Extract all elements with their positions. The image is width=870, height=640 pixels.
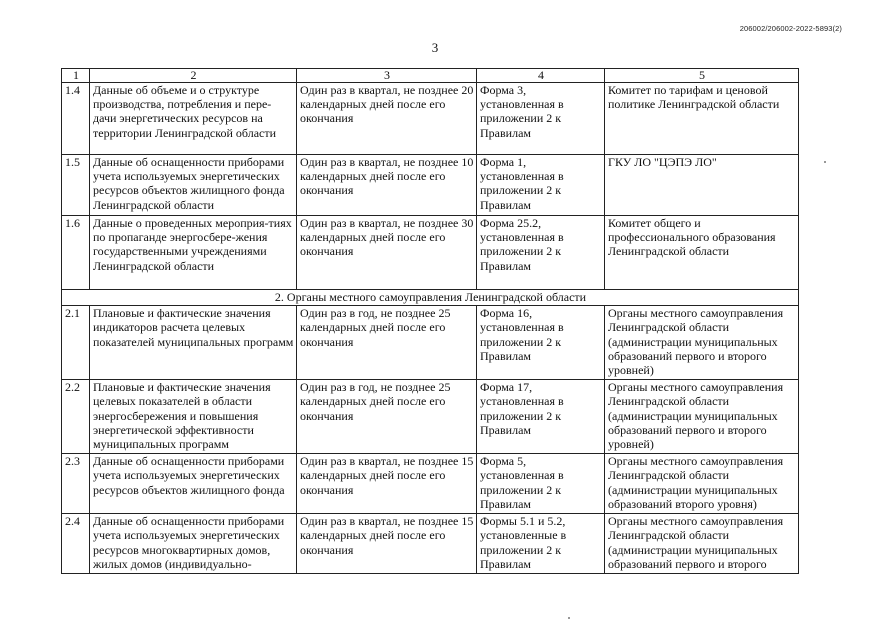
section-header-row [62,290,799,306]
row-period: Один раз в квартал, не позднее 20 календарных дней после его окончания [297,83,477,155]
row-recipient: ГКУ ЛО "ЦЭПЭ ЛО" [605,155,799,216]
row-number: 1.4 [62,83,90,155]
row-period: Один раз в квартал, не позднее 15 календарных дней после его окончания [297,514,477,574]
row-data-description: Данные об объеме и о структуре производства, потребления и пере-дачи энергетических ресурсов на территории Ленинградской области [90,83,297,155]
section-title: 2. Органы местного самоуправления Ленинградской области [62,290,799,306]
row-period: Один раз в квартал, не позднее 30 календарных дней после его окончания [297,216,477,290]
row-recipient: Органы местного самоуправления Ленинградской области (администрации муниципальных образований первого и второго уровней) [605,306,799,380]
document-code: 206002/206002-2022-5893(2) [739,24,842,33]
row-form: Форма 25.2, установленная в приложении 2 к Правилам [477,216,605,290]
row-number: 1.5 [62,155,90,216]
row-data-description: Данные об оснащенности приборами учета используемых энергетических ресурсов объектов жилищного фонда [90,454,297,514]
column-number: 1 [62,69,90,83]
row-data-description: Данные о проведенных мероприя-тиях по пропаганде энергосбере-жения государственными учреждениями Ленинградской области [90,216,297,290]
row-period: Один раз в год, не позднее 25 календарных дней после его окончания [297,380,477,454]
scan-speck [824,161,826,163]
row-number: 1.6 [62,216,90,290]
column-number: 3 [297,69,477,83]
column-number: 4 [477,69,605,83]
column-number: 5 [605,69,799,83]
table-row [62,514,799,574]
row-form: Форма 16, установленная в приложении 2 к Правилам [477,306,605,380]
column-number: 2 [90,69,297,83]
table-body [62,69,799,574]
row-data-description: Плановые и фактические значения целевых показателей в области энергосбережения и повышения энергетической эффективности муниципальных программ [90,380,297,454]
row-recipient: Комитет по тарифам и ценовой политике Ленинградской области [605,83,799,155]
table-row [62,306,799,380]
row-number: 2.1 [62,306,90,380]
scan-speck [568,617,570,619]
table-row [62,380,799,454]
row-data-description: Плановые и фактические значения индикаторов расчета целевых показателей муниципальных программ [90,306,297,380]
page-number: 3 [431,40,439,55]
row-recipient: Органы местного самоуправления Ленинградской области (администрации муниципальных образований первого и второго [605,514,799,574]
row-form: Форма 17, установленная в приложении 2 к Правилам [477,380,605,454]
column-number-row [62,69,799,83]
row-data-description: Данные об оснащенности приборами учета используемых энергетических ресурсов многоквартирных домов, жилых домов (индивидуально- [90,514,297,574]
row-number: 2.2 [62,380,90,454]
table-row [62,216,799,290]
reporting-table [61,68,799,574]
table-row [62,454,799,514]
row-recipient: Органы местного самоуправления Ленинградской области (администрации муниципальных образований первого и второго уровней) [605,380,799,454]
row-period: Один раз в квартал, не позднее 15 календарных дней после его окончания [297,454,477,514]
row-period: Один раз в квартал, не позднее 10 календарных дней после его окончания [297,155,477,216]
row-form: Форма 5, установленная в приложении 2 к Правилам [477,454,605,514]
row-recipient: Органы местного самоуправления Ленинградской области (администрации муниципальных образований второго уровня) [605,454,799,514]
row-recipient: Комитет общего и профессионального образования Ленинградской области [605,216,799,290]
row-data-description: Данные об оснащенности приборами учета используемых энергетических ресурсов объектов жилищного фонда Ленинградской области [90,155,297,216]
row-form: Форма 1, установленная в приложении 2 к Правилам [477,155,605,216]
table-row [62,155,799,216]
row-number: 2.3 [62,454,90,514]
row-form: Форма 3, установленная в приложении 2 к Правилам [477,83,605,155]
row-period: Один раз в год, не позднее 25 календарных дней после его окончания [297,306,477,380]
table-row [62,83,799,155]
row-form: Формы 5.1 и 5.2, установленные в приложении 2 к Правилам [477,514,605,574]
row-number: 2.4 [62,514,90,574]
